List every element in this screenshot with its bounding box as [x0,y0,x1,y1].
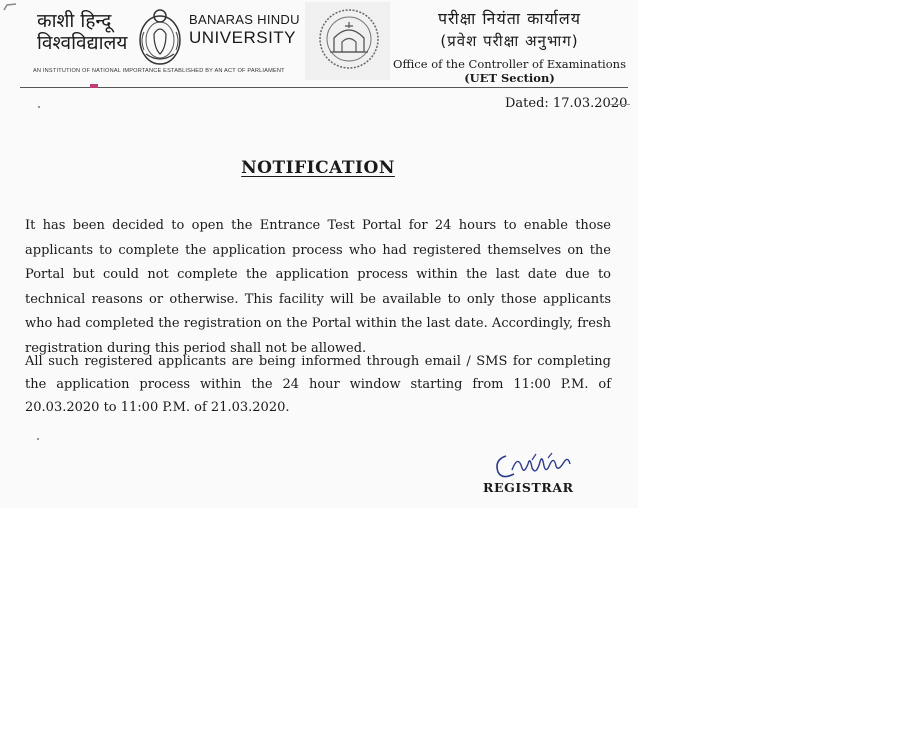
registrar-signature [492,450,576,482]
office-english-title [392,57,627,85]
english-office-line2: (UET Section) [464,71,555,85]
corner-mark-icon [3,3,17,11]
paragraph-1: It has been decided to open the Entrance Test Portal for 24 hours to enable those applicants to complete the application process who had registered themselves on the Portal but could not complete the application process within the last date due to technical reasons or otherwise. This facility will be available to only those applicants who had completed the registration on the Portal within the last date. Accordingly, fresh registration during this period shall not be allowed. [25,218,611,356]
signatory-title: REGISTRAR [483,480,574,495]
university-hindi-name [37,10,127,54]
date-underline [610,104,630,105]
notification-document [0,0,638,508]
paragraph-2: All such registered applicants are being informed through email / SMS for completing the application process within the 24 hour window starting from 11:00 P.M. of 20.03.2020 to 11:00 P.M. of 21.03.2020. [25,354,611,415]
scan-speck [38,106,40,108]
title-text: NOTIFICATION [241,158,395,178]
document-date: Dated: 17.03.2020 [505,96,628,111]
university-tagline: AN INSTITUTION OF NATIONAL IMPORTANCE ESTABLISHED BY AN ACT OF PARLIAMENT [33,68,285,74]
divider-mark [90,84,98,88]
header-divider [20,87,628,88]
university-emblem-icon [136,4,184,68]
english-name-line2: UNIVERSITY [189,28,297,47]
hindi-office-line2: (प्रवेश परीक्षा अनुभाग) [440,32,579,50]
notification-title [0,158,636,178]
hindi-office-line1: परीक्षा नियंता कार्यालय [437,9,582,28]
english-office-line1: Office of the Controller of Examinations [393,57,626,71]
hindi-name-line2: विश्वविद्यालय [37,32,128,54]
hindi-name-line1: काशी हिन्दू [37,10,112,32]
scan-speck [37,438,39,440]
university-seal-icon [318,8,380,70]
english-name-line1: BANARAS HINDU [189,12,300,27]
office-hindi-title [392,8,627,52]
university-english-name [189,12,300,48]
